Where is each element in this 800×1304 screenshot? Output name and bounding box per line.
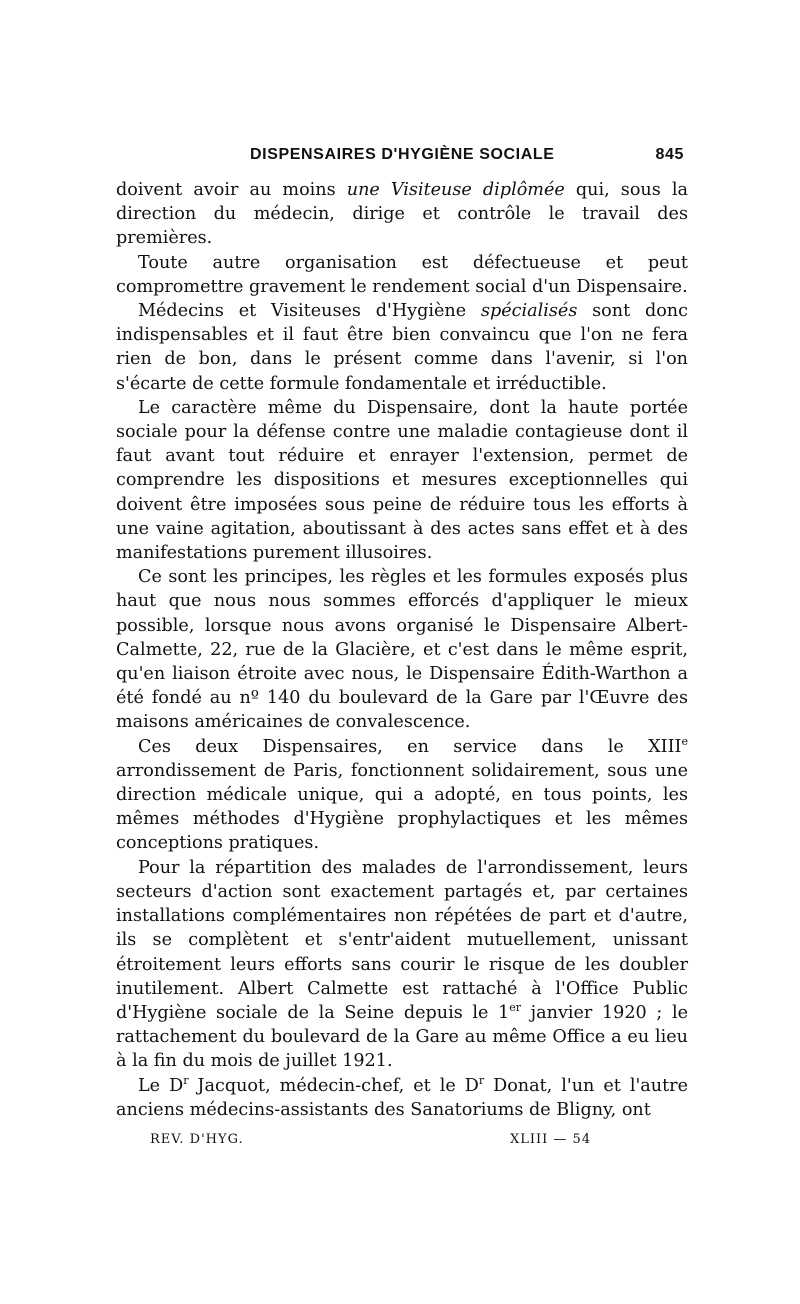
paragraph (116, 396, 688, 565)
italic-text: spécialisés (480, 301, 578, 322)
paragraph (116, 856, 688, 1074)
running-head (116, 142, 688, 178)
body-text (116, 178, 688, 1122)
text-run: sont donc indispensables et il faut être bien convaincu que l'on ne fera rien de bon, dans le présent comme dans l'avenir, si l'on s'écarte de cette formule fondamentale et irréductible. (116, 301, 688, 394)
page-footer (116, 1132, 688, 1156)
text-run: Ce sont les principes, les règles et les formules exposés plus haut que nous nous sommes efforcés d'appliquer le mieux possible, lorsque nous avons organisé le Dispensaire Albert-Calmette, 22, rue de la Glacière, et c'est dans le même esprit, qu'en liaison étroite avec nous, le Dispensaire Édith-Warthon a été fondé au nº 140 du boulevard de la Gare par l'Œuvre des maisons américaines de convalescence. (116, 567, 688, 733)
book-page (116, 142, 688, 1156)
superscript-text: r (183, 1073, 189, 1087)
superscript-text: e (681, 734, 688, 748)
paragraph (116, 735, 688, 856)
superscript-text: r (478, 1073, 485, 1087)
text-run: Jacquot, médecin-chef, et le D (188, 1075, 479, 1096)
text-run: Ces deux Dispensaires, en service dans le XIII (138, 736, 682, 757)
italic-text: une Visiteuse diplômée (346, 180, 565, 200)
text-run: Le caractère même du Dispensaire, dont la haute portée sociale pour la défense contre une maladie contagieuse dont il faut avant tout réduire et enrayer l'extension, permet de comprendre les dispositions et mesures exceptionnelles qui doivent être imposées sous peine de réduire tous les efforts à une vaine agitation, aboutissant à des actes sans effet et à des manifestations purement illusoires. (116, 397, 688, 564)
paragraph (116, 178, 688, 251)
text-run: Toute autre organisation est défectueuse et peut compromettre gravement le rendement social d'un Dispensaire. (116, 252, 688, 297)
text-run: doivent avoir au moins (116, 180, 347, 200)
text-run: Pour la répartition des malades de l'arrondissement, leurs secteurs d'action sont exactement partagés et, par certaines installations complémentaires non répétées de part et d'autre, ils se complètent et s'entr'aident mutuellement, unissant étroitement leurs efforts sans courir le risque de les doubler inutilement. Albert Calmette est rattaché à l'Office Public d'Hygiène sociale de la Seine depuis le 1 (116, 857, 688, 1023)
footer-journal-signature: REV. D'HYG. (150, 1131, 244, 1147)
text-run: qui, sous la direction du médecin, dirige et contrôle le travail des premières. (116, 180, 688, 249)
paragraph (116, 251, 688, 299)
text-run: janvier 1920 ; le rattachement du boulevard de la Gare au même Office a eu lieu à la fin du mois de juillet 1921. (116, 1002, 688, 1072)
page-number: 845 (655, 146, 684, 163)
superscript-text: er (509, 1001, 522, 1015)
running-head-title: DISPENSAIRES D'HYGIÈNE SOCIALE (250, 146, 555, 163)
text-run: arrondissement de Paris, fonctionnent solidairement, sous une direction médicale unique, qui a adopté, en tous points, les mêmes méthodes d'Hygiène prophylactiques et les mêmes conceptions pratiques. (116, 760, 688, 854)
footer-volume-sheet: XLIII — 54 (510, 1131, 592, 1147)
text-run: Le D (138, 1075, 184, 1096)
paragraph (116, 565, 688, 734)
text-run: Médecins et Visiteuses d'Hygiène (138, 301, 481, 322)
text-run: Donat, l'un et l'autre anciens médecins-assistants des Sanatoriums de Bligny, ont (116, 1075, 689, 1120)
paragraph (116, 1074, 688, 1122)
paragraph (116, 299, 688, 396)
